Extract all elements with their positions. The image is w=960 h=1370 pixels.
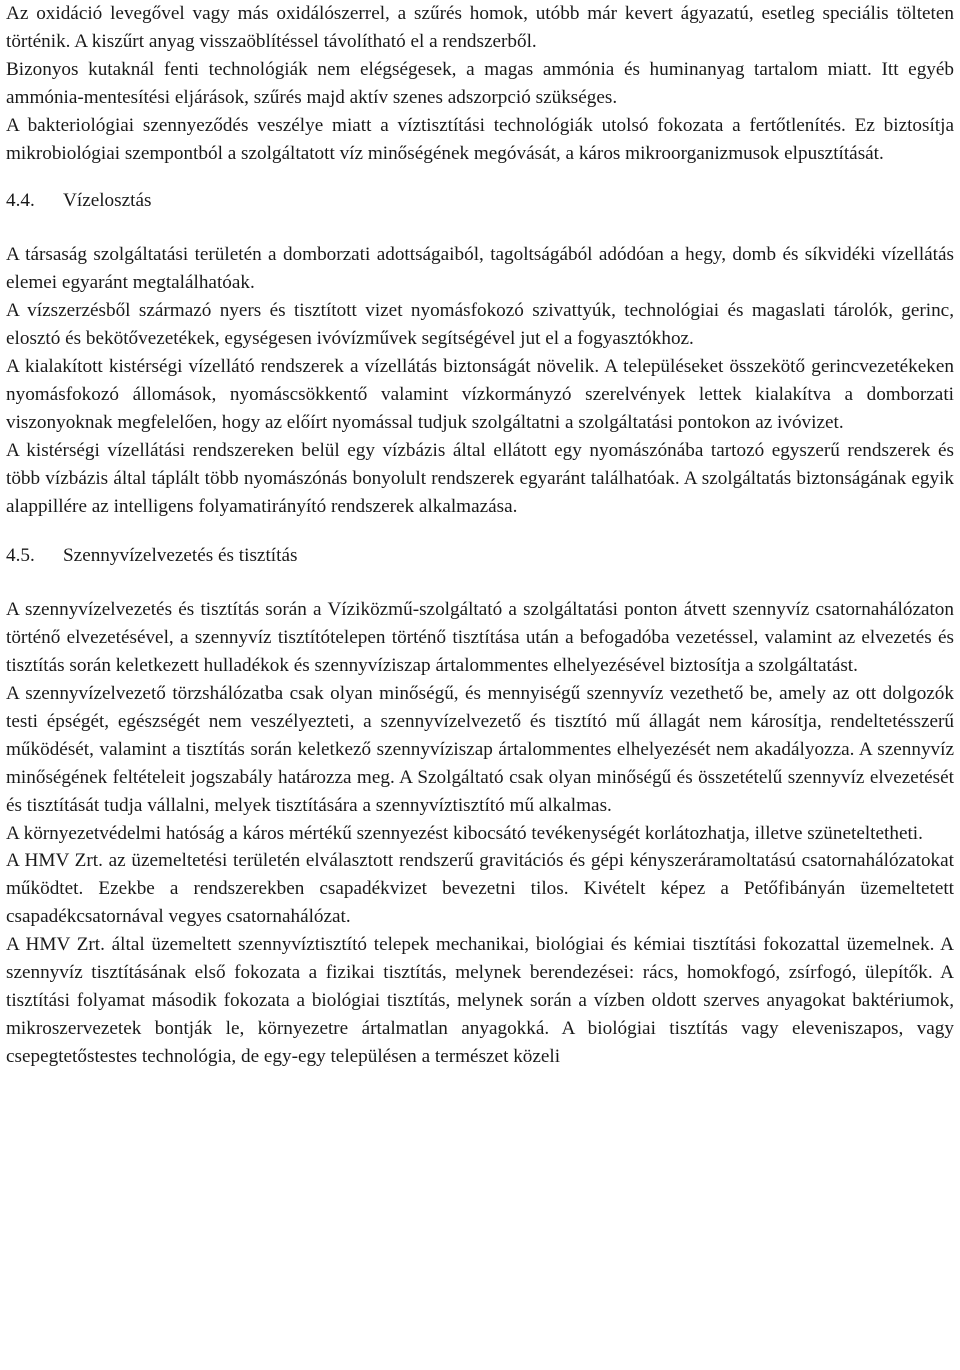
paragraph-oxidation: Az oxidáció levegővel vagy más oxidálószerrel, a szűrés homok, utóbb már kevert ágyazatú, esetleg speciális tölteten történik. A kiszűrt anyag visszaöblítéssel távolítható el a rendszerből.	[6, 3, 954, 52]
section-heading-4-5	[6, 542, 954, 570]
spacer	[6, 167, 954, 187]
paragraph-ammonia: Bizonyos kutaknál fenti technológiák nem elégségesek, a magas ammónia és huminanyag tartalom miatt. Itt egyéb ammónia-mentesítési eljárások, szűrés majd aktív szenes adszorpció szükséges.	[6, 58, 954, 108]
paragraph-treatment-plants: A HMV Zrt. által üzemeltett szennyvíztisztító telepek mechanikai, biológiai és kémiai tisztítási fokozattal üzemelnek. A szennyvíz tisztításának első fokozata a fizikai tisztítás, melynek berendezései: rács, homokfogó, zsírfogó, ülepítők. A tisztítási folyamat második fokozata a biológiai tisztítás, melynek során a vízben oldott szerves anyagokat baktériumok, mikroszervezetek bontják le, környezetre ártalmatlan anyagokká. A biológiai tisztítás vagy eleveniszapos, vagy csepegtetőstestes technológia, de egy-egy településen a természet közeli	[6, 934, 954, 1067]
spacer	[6, 215, 954, 241]
paragraph-disinfection: A bakteriológiai szennyeződés veszélye miatt a víztisztítási technológiák utolsó fokozata a fertőtlenítés. Ez biztosítja mikrobiológiai szempontból a szolgáltatott víz minőségének megóvását, a káros mikroorganizmusok elpusztítását.	[6, 114, 954, 164]
paragraph-sewage-service: A szennyvízelvezetés és tisztítás során a Víziközmű-szolgáltató a szolgáltatási ponton átvett szennyvíz csatornahálózaton történő elvezetésével, a szennyvíz tisztítótelepen történő tisztítása után a befogadóba vezetéssel, valamint az elvezetés és tisztítás során keletkezett hulladékok és szennyvíziszap ártalommentes elhelyezésével biztosítja a szolgáltatást.	[6, 599, 954, 677]
paragraph-regional-systems: A kialakított kistérségi vízellátó rendszerek a vízellátás biztonságát növelik. A településeket összekötő gerincvezetékeken nyomásfokozó állomások, nyomáscsökkentő valamint vízkormányzó szerelvények lettek kialakítva a domborzati viszonyoknak megfelelően, hogy az előírt nyomással tudjuk szolgáltatni a szolgáltatási pontokon az ivóvizet.	[6, 355, 954, 433]
spacer	[6, 570, 954, 596]
section-heading-4-4	[6, 187, 954, 215]
paragraph-environment-authority: A környezetvédelmi hatóság a káros mértékű szennyezést kibocsátó tevékenységét korlátozhatja, illetve szüneteltetheti.	[6, 822, 923, 844]
paragraph-service-area: A társaság szolgáltatási területén a domborzati adottságaiból, tagoltságából adódóan a hegy, domb és síkvidéki vízellátás elemei egyaránt megtalálhatóak.	[6, 244, 954, 294]
section-number: 4.4.	[6, 190, 35, 212]
paragraph-raw-water: A vízszerzésből származó nyers és tisztított vizet nyomásfokozó szivattyúk, technológiai és magaslati tárolók, gerinc, elosztó és bekötővezetékek, egységesen ivóvízművek segítségével jut el a fogyasztókhoz.	[6, 300, 954, 350]
section-title: Vízelosztás	[63, 190, 152, 212]
paragraph-sewage-quality: A szennyvízelvezető törzshálózatba csak olyan minőségű, és mennyiségű szennyvíz vezethető be, amely az ott dolgozók testi épségét, egészségét nem veszélyezteti, a szennyvízelvezető és tisztító mű állagát nem károsítja, rendeltetésszerű működését, valamint a tisztítás során keletkező szennyvíziszap ártalommentes elhelyezését nem akadályozza. A szennyvíz minőségének feltételeit jogszabály határozza meg. A Szolgáltató csak olyan minőségű és összetételű szennyvíz elvezetését és tisztítását tudja vállalni, melyek tisztítására a szennyvíztisztító mű alkalmas.	[6, 683, 954, 816]
spacer	[6, 520, 954, 542]
paragraph-pressure-zones: A kistérségi vízellátási rendszereken belül egy vízbázis által ellátott egy nyomászónába tartozó egyszerű rendszerek és több vízbázis által táplált több nyomászónás bonyolult rendszerek egyaránt találhatóak. A szolgáltatás biztonságának egyik alappillére az intelligens folyamatirányító rendszerek alkalmazása.	[6, 439, 954, 517]
paragraph-sewer-network: A HMV Zrt. az üzemeltetési területén elválasztott rendszerű gravitációs és gépi kényszeráramoltatású csatornahálózatokat működtet. Ezekbe a rendszerekben csapadékvizet bevezetni tilos. Kivételt képez a Petőfibányán üzemeltetett csapadékcsatornával vegyes csatornahálózat.	[6, 850, 954, 928]
section-title: Szennyvízelvezetés és tisztítás	[63, 545, 298, 567]
section-number: 4.5.	[6, 545, 35, 567]
